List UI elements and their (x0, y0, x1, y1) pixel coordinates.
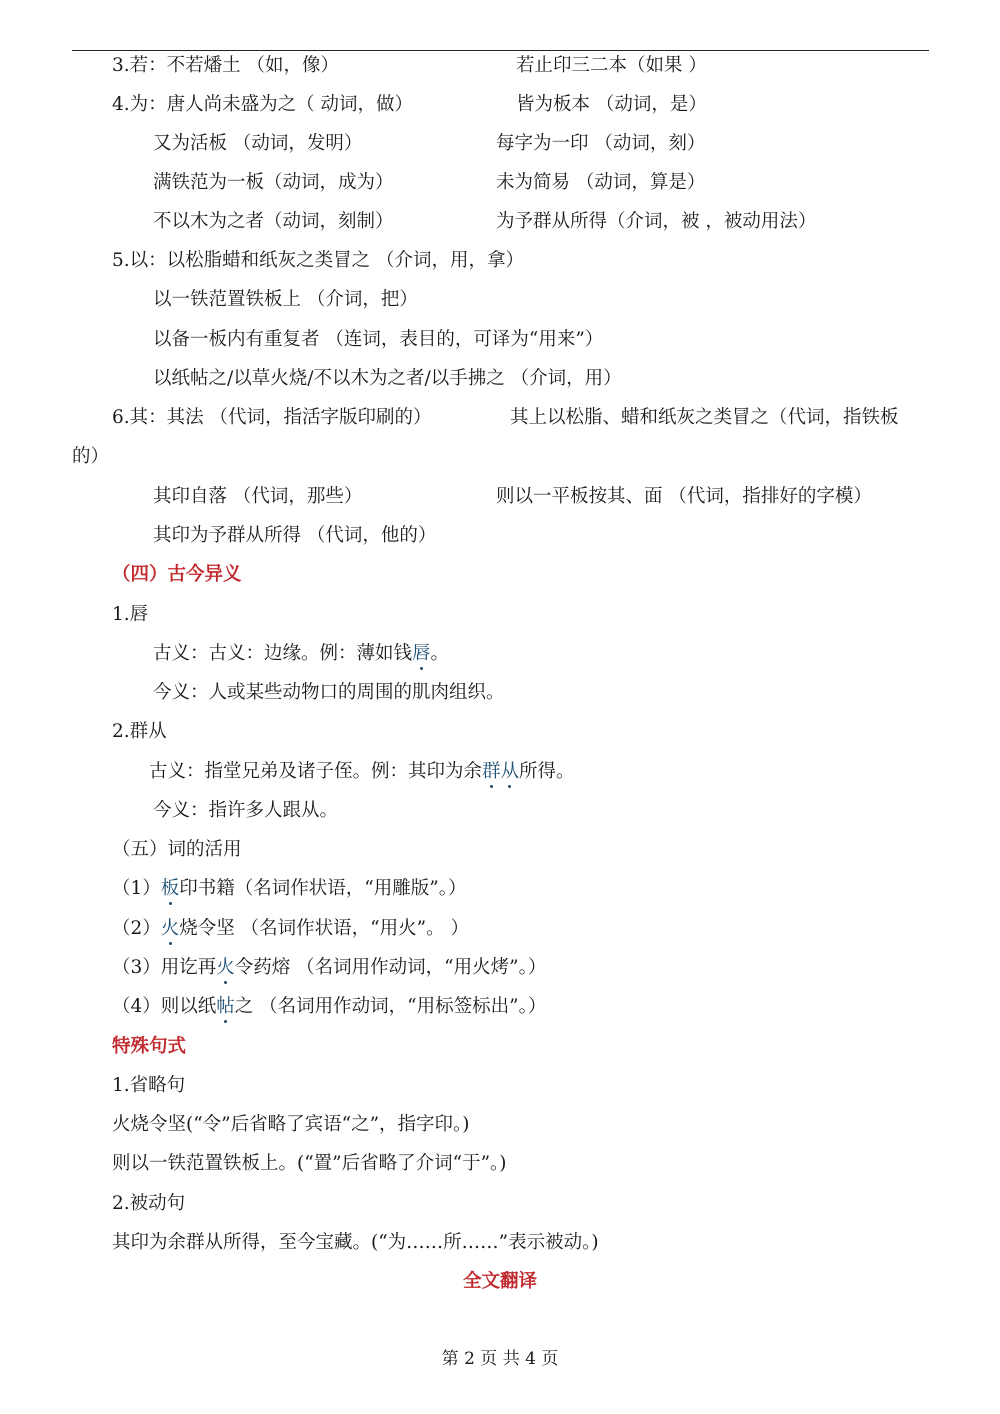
translation-title: 全文翻译 (462, 1271, 537, 1292)
row-ruo-2: 若止印三二本（如果 ） (516, 55, 707, 76)
usage-item-1: （1）板印书籍（名词作状语，“用雕版”。） (112, 878, 467, 899)
row-qi-1: 6.其：其法 （代词，指活字版印刷的） (112, 407, 432, 428)
section-special-sentences-title: 特殊句式 (112, 1036, 187, 1057)
special-ellipsis-example-2: 则以一铁范置铁板上。(“置”后省略了介词“于”。) (112, 1153, 507, 1174)
row-yi-4: 以纸帖之/以草火烧/不以木为之者/以手拂之 （介词，用） (153, 368, 622, 389)
row-qi-4: 则以一平板按其、面 （代词，指排好的字模） (496, 486, 872, 507)
row-yi-3: 以备一板内有重复者 （连词，表目的，可译为“用来”） (153, 329, 604, 350)
usage-item-3: （3）用讫再火令药熔 （名词用作动词，“用火烤”。） (112, 957, 547, 978)
section-word-usage-title: （五）词的活用 (112, 839, 242, 860)
emphasis-char: 从 (500, 761, 520, 782)
row-wei-1: 4.为：唐人尚未盛为之（ 动词，做） (112, 94, 414, 115)
emphasis-char: 火 (216, 957, 235, 978)
usage-item-4: （4）则以纸帖之 （名词用作动词，“用标签标出”。） (112, 996, 547, 1017)
emphasis-char: 群 (482, 761, 501, 782)
row-wei-2: 皆为板本 （动词，是） (516, 94, 707, 115)
row-wei-7: 不以木为之者（动词，刻制） (153, 211, 394, 232)
emphasis-char: 唇 (412, 643, 431, 664)
row-qi-3: 其印自落 （代词，那些） (153, 486, 363, 507)
special-ellipsis-label: 1.省略句 (112, 1075, 186, 1096)
emphasis-char: 帖 (216, 996, 235, 1017)
usage-item-2: （2）火烧令坚 （名词作状语，“用火”。 ） (112, 918, 469, 939)
item-chun-new: 今义：人或某些动物口的周围的肌肉组织。 (153, 682, 505, 703)
item-chun-old: 古义：古义：边缘。例：薄如钱唇。 (153, 643, 450, 664)
item-chun-label: 1.唇 (112, 604, 149, 625)
row-ruo-1: 3.若：不若燔土 （如，像） (112, 55, 340, 76)
row-wei-3: 又为活板 （动词，发明） (153, 133, 363, 154)
item-qunzong-new: 今义：指许多人跟从。 (153, 800, 339, 821)
row-yi-2: 以一铁范置铁板上 （介词，把） (153, 289, 418, 310)
section-ancient-modern-title: （四）古今异义 (112, 564, 242, 585)
emphasis-char: 火 (160, 918, 180, 939)
row-qi-2: 其上以松脂、蜡和纸灰之类冒之（代词，指铁板 (510, 407, 899, 428)
special-passive-label: 2.被动句 (112, 1193, 186, 1214)
special-passive-example: 其印为余群从所得，至今宝藏。(“为……所……”表示被动。) (112, 1232, 599, 1253)
row-qi-5: 其印为予群从所得 （代词，他的） (153, 525, 437, 546)
header-rule (72, 50, 929, 51)
row-yi-1: 5.以：以松脂蜡和纸灰之类冒之 （介词，用，拿） (112, 250, 525, 271)
page-footer: 第 2 页 共 4 页 (441, 1349, 559, 1369)
row-qi-2-cont: 的） (72, 446, 110, 467)
row-wei-8: 为予群从所得（介词，被 ，被动用法） (496, 211, 817, 232)
item-qunzong-old: 古义：指堂兄弟及诸子侄。例：其印为余群从所得。 (149, 761, 575, 782)
emphasis-char: 板 (160, 878, 180, 899)
row-wei-4: 每字为一印 （动词，刻） (496, 133, 706, 154)
row-wei-6: 未为简易 （动词，算是） (496, 172, 706, 193)
row-wei-5: 满铁范为一板（动词，成为） (153, 172, 394, 193)
item-qunzong-label: 2.群从 (112, 721, 167, 742)
special-ellipsis-example-1: 火烧令坚(“令”后省略了宾语“之”，指字印。) (112, 1114, 470, 1135)
